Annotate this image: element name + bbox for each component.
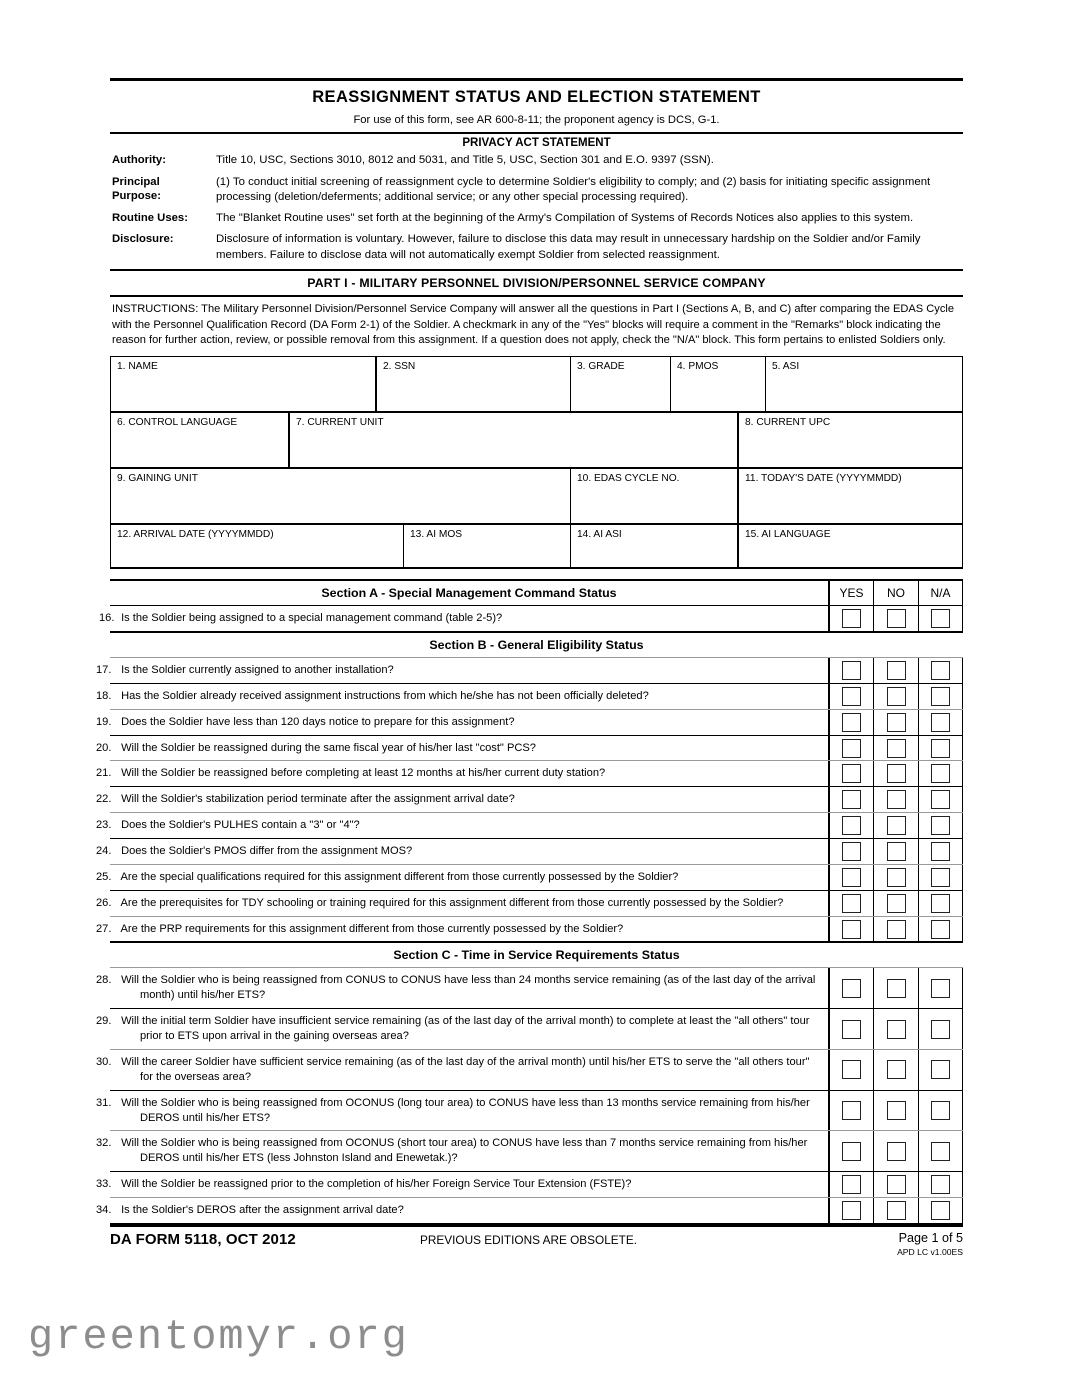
checkbox-cell-26-na[interactable] [918,891,963,916]
checkbox-23-yes[interactable] [842,816,861,835]
question-row-24 [96,839,963,864]
checkbox-cell-25-no[interactable] [873,865,918,890]
checkbox-cell-33-no[interactable] [873,1172,918,1197]
checkbox-18-no[interactable] [887,687,906,706]
section-c-question-list [96,968,963,1223]
question-label-23: Does the Soldier's PULHES contain a "3" or "4"? [118,819,360,832]
question-row-22 [96,787,963,812]
privacy-label-authority: Authority: [112,154,166,167]
question-row-21 [96,761,963,786]
checkbox-cell-28-yes[interactable] [828,968,873,1008]
checkbox-cell-16-na[interactable] [918,606,963,631]
field-ai-asi[interactable] [570,525,737,567]
checkbox-31-no[interactable] [887,1101,906,1120]
field-name-label: 1. NAME [117,361,158,373]
checkbox-30-na[interactable] [931,1060,950,1079]
checkbox-33-na[interactable] [931,1175,950,1194]
checkbox-33-no[interactable] [887,1175,906,1194]
question-text-17: 17. Is the Soldier currently assigned to another installation? [96,664,394,677]
checkbox-29-yes[interactable] [842,1020,861,1039]
checkbox-cell-22-yes[interactable] [828,787,873,812]
section-b-title: Section B - General Eligibility Status [429,638,644,653]
checkbox-cell-29-no[interactable] [873,1009,918,1049]
question-label-32: Will the Soldier who is being reassigned from OCONUS (short tour area) to CONUS have less than 7 months service remaining from his/her DEROS until his/her ETS (less Johnston Island and Enewetak.)? [118,1137,808,1165]
section-a-header [110,581,963,605]
question-label-20: Will the Soldier be reassigned during the same fiscal year of his/her last "cost" PCS? [118,741,536,754]
question-text-24: 24. Does the Soldier's PMOS differ from the assignment MOS? [96,845,413,858]
question-label-24: Does the Soldier's PMOS differ from the assignment MOS? [118,845,413,858]
section-b-header [110,633,963,657]
checkbox-cell-16-no[interactable] [873,606,918,631]
watermark: greentomyr.org [28,1313,409,1361]
question-row-23 [96,813,963,838]
question-row-27 [96,917,963,942]
checkbox-cell-19-na[interactable] [918,710,963,735]
column-header-yes: YES [828,581,873,605]
checkbox-cell-27-no[interactable] [873,917,918,942]
privacy-row-principal-purpose [110,175,963,212]
checkbox-19-na[interactable] [931,713,950,732]
checkbox-22-yes[interactable] [842,790,861,809]
identification-field-grid [110,356,963,569]
checkbox-33-yes[interactable] [842,1175,861,1194]
question-label-16: Is the Soldier being assigned to a special management command (table 2-5)? [121,612,503,625]
part-banner: PART I - MILITARY PERSONNEL DIVISION/PERSONNEL SERVICE COMPANY [307,275,766,290]
checkbox-cell-34-na[interactable] [918,1198,963,1223]
checkbox-cell-17-yes[interactable] [828,658,873,683]
privacy-label-routine-uses: Routine Uses: [112,212,188,225]
privacy-row-authority [110,153,963,174]
question-row-31 [96,1091,963,1131]
checkbox-cell-19-no[interactable] [873,710,918,735]
field-current-upc[interactable] [737,413,963,467]
checkbox-17-yes[interactable] [842,661,861,680]
question-text-33: 33. Will the Soldier be reassigned prior to the completion of his/her Foreign Service Tour Extension (FSTE)? [96,1178,632,1191]
checkbox-cell-25-na[interactable] [918,865,963,890]
form-page [96,78,963,1258]
checkbox-24-yes[interactable] [842,842,861,861]
field-ai-language-label: 15. AI LANGUAGE [745,529,831,541]
field-asi-label: 5. ASI [772,361,800,373]
checkbox-21-no[interactable] [887,764,906,783]
checkbox-21-yes[interactable] [842,764,861,783]
checkbox-cell-30-no[interactable] [873,1050,918,1090]
question-text-28: 28. Will the Soldier who is being reassigned from CONUS to CONUS have less than 24 months service remaining (as of the last day of the arrival month) until his/her ETS? [96,974,816,1002]
privacy-text-routine-uses: The "Blanket Routine uses" set forth at the beginning of the Army's Compilation of Systems of Records Notices also applies to this system. [216,212,914,225]
privacy-text-disclosure: Disclosure of information is voluntary. However, failure to disclose this data may result in unnecessary hardship on the Soldier and/or Family members. Failure to disclose data will not automatically exempt Soldier from selected reassignment. [216,233,921,261]
privacy-text-principal-purpose: (1) To conduct initial screening of reassignment cycle to determine Soldier's eligibility to comply; and (2) basis for initiating specific assignment processing (deletion/deferments; additional service; or any other special processing required). [216,175,931,203]
checkbox-17-na[interactable] [931,661,950,680]
question-label-26: Are the prerequisites for TDY schooling or training required for this assignment different from those currently possessed by the Soldier? [118,896,784,909]
field-row-4 [110,525,963,567]
checkbox-cell-20-yes[interactable] [828,736,873,761]
checkbox-28-no[interactable] [887,979,906,998]
checkbox-16-na[interactable] [931,609,950,628]
checkbox-cell-23-no[interactable] [873,813,918,838]
question-row-30 [96,1050,963,1090]
question-text-25: 25. Are the special qualifications required for this assignment different from those currently possessed by the Soldier? [96,870,679,883]
checkbox-cell-20-no[interactable] [873,736,918,761]
question-row-19 [96,710,963,735]
checkbox-cell-18-yes[interactable] [828,684,873,709]
field-edas-cycle-no[interactable] [570,469,737,523]
checkbox-cell-21-no[interactable] [873,761,918,786]
question-text-16: 16. Is the Soldier being assigned to a special management command (table 2-5)? [99,612,503,625]
checkbox-19-yes[interactable] [842,713,861,732]
question-label-22: Will the Soldier's stabilization period terminate after the assignment arrival date? [118,793,515,806]
checkbox-cell-31-yes[interactable] [828,1091,873,1131]
question-text-18: 18. Has the Soldier already received assignment instructions from which he/she has not been officially deleted? [96,689,649,702]
question-row-17 [96,658,963,683]
field-current-unit[interactable] [288,413,737,467]
field-current-upc-label: 8. CURRENT UPC [745,417,831,429]
privacy-label-principal-purpose: Principal Purpose: [112,175,161,202]
checkbox-25-no[interactable] [887,868,906,887]
checkbox-25-yes[interactable] [842,868,861,887]
section-b-question-list [96,658,963,943]
checkbox-32-na[interactable] [931,1142,950,1161]
checkbox-cell-31-na[interactable] [918,1091,963,1131]
footer-previous-editions: PREVIOUS EDITIONS ARE OBSOLETE. [420,1232,637,1247]
field-row-2 [110,413,963,467]
checkbox-28-yes[interactable] [842,979,861,998]
form-subtitle: For use of this form, see AR 600-8-11; the proponent agency is DCS, G-1. [353,113,720,126]
checkbox-25-na[interactable] [931,868,950,887]
title-block [110,81,963,132]
privacy-row-routine-uses [110,211,963,232]
question-text-21: 21. Will the Soldier be reassigned before completing at least 12 months at his/her current duty station? [96,767,606,780]
checkbox-31-na[interactable] [931,1101,950,1120]
checkbox-32-no[interactable] [887,1142,906,1161]
checkbox-cell-32-yes[interactable] [828,1131,873,1171]
checkbox-cell-26-no[interactable] [873,891,918,916]
checkbox-cell-23-yes[interactable] [828,813,873,838]
question-row-25 [96,865,963,890]
question-text-19: 19. Does the Soldier have less than 120 days notice to prepare for this assignment? [96,715,515,728]
checkbox-27-na[interactable] [931,920,950,939]
footer [110,1227,963,1259]
checkbox-34-yes[interactable] [842,1201,861,1220]
field-name[interactable] [110,357,375,411]
checkbox-cell-24-na[interactable] [918,839,963,864]
privacy-act-heading: PRIVACY ACT STATEMENT [462,137,611,150]
field-ai-asi-label: 14. AI ASI [577,529,622,541]
checkbox-cell-31-no[interactable] [873,1091,918,1131]
checkbox-cell-30-yes[interactable] [828,1050,873,1090]
checkbox-cell-33-yes[interactable] [828,1172,873,1197]
checkbox-20-yes[interactable] [842,739,861,758]
question-text-31: 31. Will the Soldier who is being reassigned from OCONUS (long tour area) to CONUS have less than 13 months service remaining from his/her DEROS until his/her ETS? [96,1096,810,1124]
field-arrival-date-label: 12. ARRIVAL DATE (YYYYMMDD) [117,529,274,541]
checkbox-17-no[interactable] [887,661,906,680]
checkbox-cell-30-na[interactable] [918,1050,963,1090]
field-ai-mos[interactable] [403,525,570,567]
checkbox-cell-33-na[interactable] [918,1172,963,1197]
checkbox-cell-27-na[interactable] [918,917,963,942]
question-text-30: 30. Will the career Soldier have sufficient service remaining (as of the last day of the arrival month) until his/her ETS to serve the "all others tour" for the overseas area? [96,1055,810,1083]
checkbox-cell-27-yes[interactable] [828,917,873,942]
privacy-text-authority: Title 10, USC, Sections 3010, 8012 and 5031, and Title 5, USC, Section 301 and E.O. 9397 (SSN). [216,154,714,167]
checkbox-28-na[interactable] [931,979,950,998]
checkbox-cell-32-na[interactable] [918,1131,963,1171]
checkbox-31-yes[interactable] [842,1101,861,1120]
checkbox-cell-21-yes[interactable] [828,761,873,786]
question-label-17: Is the Soldier currently assigned to another installation? [118,664,394,677]
checkbox-30-no[interactable] [887,1060,906,1079]
question-label-33: Will the Soldier be reassigned prior to the completion of his/her Foreign Service Tour Extension (FSTE)? [118,1178,632,1191]
checkbox-cell-32-no[interactable] [873,1131,918,1171]
footer-apd-version: APD LC v1.00ES [897,1247,963,1258]
field-asi[interactable] [765,357,963,411]
checkbox-cell-18-na[interactable] [918,684,963,709]
question-text-34: 34. Is the Soldier's DEROS after the assignment arrival date? [96,1203,404,1216]
checkbox-18-yes[interactable] [842,687,861,706]
field-todays-date[interactable] [737,469,963,523]
checkbox-23-na[interactable] [931,816,950,835]
checkbox-24-no[interactable] [887,842,906,861]
question-label-19: Does the Soldier have less than 120 days notice to prepare for this assignment? [118,715,515,728]
field-control-language-label: 6. CONTROL LANGUAGE [117,417,238,429]
field-gaining-unit[interactable] [110,469,570,523]
checkbox-16-no[interactable] [887,609,906,628]
page-title: REASSIGNMENT STATUS AND ELECTION STATEMENT [312,88,761,106]
field-edas-cycle-no-label: 10. EDAS CYCLE NO. [577,473,680,485]
checkbox-cell-17-na[interactable] [918,658,963,683]
checkbox-32-yes[interactable] [842,1142,861,1161]
checkbox-20-na[interactable] [931,739,950,758]
field-row-3 [110,469,963,523]
checkbox-cell-29-yes[interactable] [828,1009,873,1049]
question-text-26: 26. Are the prerequisites for TDY schooling or training required for this assignment different from those currently possessed by the Soldier? [96,896,784,909]
checkbox-19-no[interactable] [887,713,906,732]
field-ssn-label: 2. SSN [383,361,416,373]
checkbox-26-na[interactable] [931,894,950,913]
grid-gap [110,569,963,579]
question-label-29: Will the initial term Soldier have insufficient service remaining (as of the last day of the arrival month) to complete at least the "all others" tour prior to ETS upon arrival in the gaining overseas area? [118,1015,810,1043]
section-a-title: Section A - Special Management Command Status [321,586,617,601]
checkbox-cell-28-na[interactable] [918,968,963,1008]
question-text-20: 20. Will the Soldier be reassigned during the same fiscal year of his/her last "cost" PCS? [96,741,536,754]
question-row-34 [96,1198,963,1223]
checkbox-27-no[interactable] [887,920,906,939]
checkbox-cell-17-no[interactable] [873,658,918,683]
checkbox-cell-34-no[interactable] [873,1198,918,1223]
column-header-no: NO [873,581,918,605]
field-grade[interactable] [570,357,670,411]
question-text-27: 27. Are the PRP requirements for this assignment different from those currently possessed by the Soldier? [96,922,624,935]
question-text-22: 22. Will the Soldier's stabilization period terminate after the assignment arrival date? [96,793,515,806]
column-header-na: N/A [918,581,963,605]
checkbox-22-na[interactable] [931,790,950,809]
question-row-16 [99,606,963,631]
checkbox-26-no[interactable] [887,894,906,913]
field-pmos-label: 4. PMOS [677,361,719,373]
checkbox-cell-22-na[interactable] [918,787,963,812]
checkbox-cell-19-yes[interactable] [828,710,873,735]
checkbox-cell-28-no[interactable] [873,968,918,1008]
checkbox-22-no[interactable] [887,790,906,809]
checkbox-cell-22-no[interactable] [873,787,918,812]
checkbox-24-na[interactable] [931,842,950,861]
question-row-32 [96,1131,963,1171]
question-row-26 [96,891,963,916]
checkbox-26-yes[interactable] [842,894,861,913]
checkbox-34-na[interactable] [931,1201,950,1220]
checkbox-cell-16-yes[interactable] [828,606,873,631]
question-label-18: Has the Soldier already received assignment instructions from which he/she has not been officially deleted? [118,689,649,702]
checkbox-cell-20-na[interactable] [918,736,963,761]
question-label-30: Will the career Soldier have sufficient service remaining (as of the last day of the arrival month) until his/her ETS to serve the "all others tour" for the overseas area? [118,1055,810,1083]
checkbox-23-no[interactable] [887,816,906,835]
section-c-header [110,943,963,967]
footer-right [833,1231,963,1259]
field-pmos[interactable] [670,357,765,411]
checkbox-cell-34-yes[interactable] [828,1198,873,1223]
section-c-title: Section C - Time in Service Requirements Status [393,948,680,963]
question-label-21: Will the Soldier be reassigned before completing at least 12 months at his/her current duty station? [118,767,606,780]
footer-page-number: Page 1 of 5 [898,1230,963,1245]
checkbox-30-yes[interactable] [842,1060,861,1079]
question-text-23: 23. Does the Soldier's PULHES contain a "3" or "4"? [96,819,360,832]
question-row-20 [96,736,963,761]
question-text-32: 32. Will the Soldier who is being reassigned from OCONUS (short tour area) to CONUS have less than 7 months service remaining from his/her DEROS until his/her ETS (less Johnston Island and Enewetak.)? [96,1137,808,1165]
field-current-unit-label: 7. CURRENT UNIT [296,417,384,429]
field-ai-language[interactable] [737,525,963,567]
checkbox-cell-24-yes[interactable] [828,839,873,864]
checkbox-29-no[interactable] [887,1020,906,1039]
checkbox-29-na[interactable] [931,1020,950,1039]
checkbox-cell-25-yes[interactable] [828,865,873,890]
checkbox-18-na[interactable] [931,687,950,706]
checkbox-20-no[interactable] [887,739,906,758]
checkbox-cell-21-na[interactable] [918,761,963,786]
field-todays-date-label: 11. TODAY'S DATE (YYYYMMDD) [745,473,902,485]
field-grade-label: 3. GRADE [577,361,625,373]
question-label-34: Is the Soldier's DEROS after the assignment arrival date? [118,1203,404,1216]
question-label-28: Will the Soldier who is being reassigned from CONUS to CONUS have less than 24 months service remaining (as of the last day of the arrival month) until his/her ETS? [118,974,816,1002]
question-row-28 [96,968,963,1008]
privacy-label-disclosure: Disclosure: [112,233,174,246]
instructions-text: INSTRUCTIONS: The Military Personnel Division/Personnel Service Company will answer all the questions in Part I (Sections A, B, and C) after comparing the EDAS Cycle with the Personnel Qualification Record (DA Form 2-1) of the Soldier. A checkmark in any of the "Yes" blocks will require a comment in the "Remarks" block indicating the reason for further action, review, or possible removal from this assignment. If a question does not apply, check the "N/A" block. This form pertains to enlisted Soldiers only. [112,302,955,347]
checkbox-cell-23-na[interactable] [918,813,963,838]
checkbox-cell-24-no[interactable] [873,839,918,864]
checkbox-cell-26-yes[interactable] [828,891,873,916]
question-label-25: Are the special qualifications required for this assignment different from those currently possessed by the Soldier? [118,870,679,883]
question-label-27: Are the PRP requirements for this assignment different from those currently possessed by the Soldier? [118,922,624,935]
field-gaining-unit-label: 9. GAINING UNIT [117,473,198,485]
field-row-1 [110,357,963,411]
question-label-31: Will the Soldier who is being reassigned from OCONUS (long tour area) to CONUS have less than 13 months service remaining from his/her DEROS until his/her ETS? [118,1096,810,1124]
field-arrival-date[interactable] [110,525,403,567]
checkbox-21-na[interactable] [931,764,950,783]
privacy-row-disclosure [110,232,963,269]
question-text-29: 29. Will the initial term Soldier have insufficient service remaining (as of the last day of the arrival month) to complete at least the "all others" tour prior to ETS upon arrival in the gaining overseas area? [96,1015,810,1043]
checkbox-34-no[interactable] [887,1201,906,1220]
checkbox-27-yes[interactable] [842,920,861,939]
footer-form-id: DA FORM 5118, OCT 2012 [110,1230,296,1248]
question-row-18 [96,684,963,709]
checkbox-cell-18-no[interactable] [873,684,918,709]
question-row-29 [96,1009,963,1049]
field-ai-mos-label: 13. AI MOS [410,529,463,541]
field-control-language[interactable] [110,413,288,467]
field-ssn[interactable] [375,357,570,411]
checkbox-cell-29-na[interactable] [918,1009,963,1049]
question-row-33 [96,1172,963,1197]
checkbox-16-yes[interactable] [842,609,861,628]
